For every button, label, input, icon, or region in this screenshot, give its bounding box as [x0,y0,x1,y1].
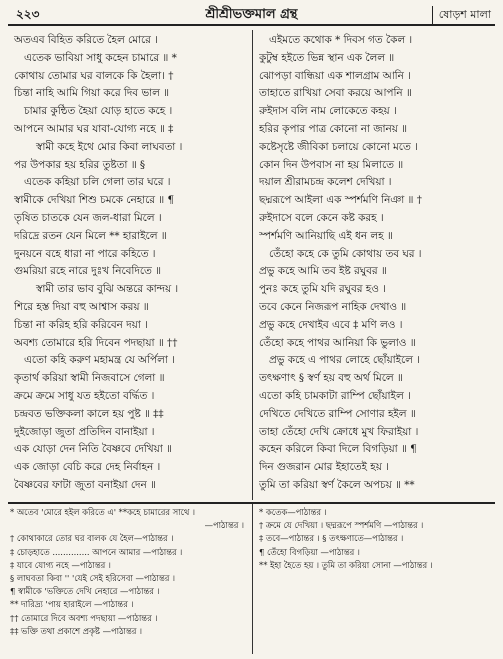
verse-line: তৃষিত চাতকে যেন জল-ধারা মিলে । [14,211,162,224]
footnote-line: § লাঘবতা কিবা '' 'যেই সেই হরিসেবা —পাঠান্তর । [10,572,175,583]
verse-line: ঝোপড়া বান্ধিয়া এক শালগ্রাম আনি । [259,69,411,82]
verse-line: স্বামী কহে ইথে মোর কিবা লাঘবতা । [36,140,183,153]
footnote-line: * কতেক—পাঠান্তর । [259,507,327,517]
verse-line: এক জোড়া বেচি করে দেহ নির্বাহন । [14,461,161,474]
verse-line: তেঁহো কহে পাথর আনিয়া কি ভুলাও ॥ [259,336,416,349]
verse-line: কৃতার্থ করিয়া স্বামী নিজবাসে গেলা ॥ [14,372,165,385]
verse-line: পুনঃ কহে তুমি যদি রঘুবর হও । [259,283,386,296]
verse-line: অবশ্য তোমারে হরি দিবেন পদছায়া ॥ †† [14,336,178,349]
page-number: ২২৩ [16,7,40,21]
verse-line: চিন্তা নাহি আমি গিয়া করে দিব ভাল ॥ [14,87,170,100]
footnote-line: ** ইহা হৈতে হয় । তুমি তা করিয়া সোনা —পাঠান্তর । [259,559,433,570]
verse-line: তাহাতে রাখিয়া সেবা করয়ে আপনি ॥ [259,87,412,100]
verse-line: তুমি তা করিয়া স্বর্ণ কৈলে অপচয় ॥ ** [259,478,415,491]
verse-line: প্রভু কহে আমি তব ইষ্ট রঘুবর ॥ [259,265,387,278]
verse-line: রুইদাস বলি নাম লোকেতে কহয় । [259,105,397,118]
verse-line: এক যোড়া দেন নিতি বৈষ্ণবে দেখিয়া ॥ [14,443,172,456]
column-divider [252,30,253,500]
verse-line: স্বামীকে দেখিয়া শিশু চমকে নেহারে ॥ ¶ [14,194,175,207]
verse-line: ক্রমে ক্রমে সাধু যত হইতো বর্দ্ধিত । [14,389,155,402]
verse-line: আপনে আমার ঘর যাবা-যোগ্য নহে ॥ ‡ [14,122,174,135]
footnote-column-divider [252,504,253,654]
footnote-line: ‡‡ ভক্তি তথা প্রকাশে প্রকৃষ্ট —পাঠান্তর । [10,625,143,636]
verse-line: চামার কুন্ঠিত হৈয়া যোড় হাতে কহে । [24,105,173,118]
footnote-line: —পাঠান্তর । [204,520,244,531]
footnotes-left [10,506,248,654]
section-name: ষোড়শ মালা [432,6,491,25]
footnote-line: ** দারিদ্র্য 'পায় হারাইলে —পাঠান্তর । [10,599,134,610]
verse-line: কোথায় তোমার ঘর বালকে কি হৈলা। † [14,69,174,82]
verse-line: প্রভু কহে দেখাইব এবে ‡ মণি লও । [259,318,403,331]
verse-line [259,495,497,496]
verse-line: ছদ্মরূপে আইলা এক স্পর্শমণি নিঞা ॥ † [259,194,422,207]
verse-line: চন্দ্রবত ভক্তিকলা কালে হয় পুষ্ট ॥ ‡‡ [14,407,164,420]
verse-line: তেঁহো কহে কে তুমি কোথায় তব ঘর । [269,247,422,260]
footnote-line: ¶ তেঁহো বিগড়িয়া —পাঠান্তর । [259,546,360,557]
footnote-line: † ক্রমে যে দেখিয়া । ছদ্মরূপে স্পর্শমণি —পাঠান্তর । [259,520,424,531]
verse-column-right [259,32,497,496]
verse-line: পর উপকার হয় হরির তুষ্টতা ॥ § [14,158,146,171]
verse-line: দুইজোড়া জুতা প্রতিদিন বানাইয়া । [14,425,155,438]
verse-line: এতো কহি চামকাটা রাম্পি ছোঁয়াইল । [259,389,411,402]
verse-line: তবে কেনে নিজরূপ নাহিক দেখাও ॥ [259,300,407,313]
verse-line: কোন দিন উপবাস না হয় মিলাতে ॥ [259,158,404,171]
verse-line: তাহা তেঁহো দেখি ক্রোধে মুখ ফিরাইয়া । [259,425,419,438]
verse-line: দুনয়নে বহে ধারা না পারে কহিতে । [14,247,156,260]
verse-line: দরিদ্রে রতন যেন মিলে ** হারাইলে ॥ [14,229,167,242]
verse-line: অতএব বিহিত করিতে হৈল মোরে । [14,34,158,46]
verse-line: বৈষ্ণবের ফাটা জুতা বনাইয়া দেন ॥ [14,478,156,491]
verse-line: দিন গুজরান মোর ইহাতেই হয় । [259,461,389,474]
footnote-line: †† তোমারে দিবে অবশ্য পদছায়া —পাঠান্তর । [10,612,158,623]
footnote-line: ‡ যাবে যোগ্য নহে —পাঠান্তর । [10,559,111,570]
verse-line: কহেন করিলে কিবা দিলে বিগড়িয়া ॥ ¶ [259,443,417,456]
verse-line: দয়াল শ্রীরামচন্দ্র কলেশ দেখিয়া । [259,176,392,189]
verse-line: রুইদাসে বলে কেনে কষ্ট করহ । [259,211,384,224]
verse-line: এতো কহি করুণ মহামন্ত্র যে অর্পিলা । [24,354,175,367]
footnote-line: † কোথাকারে তোর ঘর বালক যে হৈল—পাঠান্তর । [10,533,174,544]
verse-line: স্বামী তার ভাব বুঝি অন্তরে কান্দয় । [36,283,179,296]
verse-line: এতেক কহিয়া চলি গেলা তার ঘরে । [24,176,171,189]
verse-line: শিরে হস্ত দিয়া বহু আশ্বাস করয় ॥ [14,300,149,313]
verse-line: হরির কৃপার পাত্র কোনো না জানয় ॥ [259,122,408,135]
verse-line: দেখিতে দেখিতে রাম্পি সোণার হইল ॥ [259,407,416,420]
verse-column-left [14,32,252,496]
footnote-line: ¶ স্বামীকে 'ভক্তিতে দেখি নেহারে —পাঠান্তর । [10,586,160,597]
verse-line: চিন্তা না করিহ হরি করিবেন দয়া । [14,318,148,331]
verse-line: গুমরিয়া রহে নারে দুঃখ নিবেদিতে ॥ [14,265,162,278]
verse-line: কষ্টেসৃষ্টে জীবিকা চলায়ে কোনো মতে । [259,140,418,153]
verse-line: স্পর্শমণি আনিয়াছি এই ধন লহ ॥ [259,229,393,242]
footnote-line: ‡ তবে—পাঠান্তর । § তৎক্ষণাতে—পাঠান্তর । [259,533,404,544]
verse-line: প্রভু কহে এ পাথর লোহে ছোঁয়াইলে । [269,354,420,367]
verse-line: এইমতে কথোক * দিবস গত কৈল । [269,34,413,46]
verse-line: এতেক ভাবিয়া সাধু কহেন চামারে ॥ * [24,51,177,64]
page-header [8,4,495,26]
verse-line: তৎক্ষণাৎ § স্বর্ণ হয় বহু অর্থ মিলে ॥ [259,372,403,385]
footnotes-right [259,506,497,654]
book-title: শ্রীশ্রীভক্তমাল গ্রন্থ [205,7,298,22]
verse-line: কুটুম্ব হইতে ভিন্ন স্থান এক লৈল ॥ [259,51,395,64]
footnote-line: * অতেব 'মোরে হইল করিতে এ' **কহে চামারের সাথে । [10,507,195,517]
footnote-line: ‡ চোড়হাতে .............. আপনে আমার —পাঠান্তর । [10,546,183,557]
